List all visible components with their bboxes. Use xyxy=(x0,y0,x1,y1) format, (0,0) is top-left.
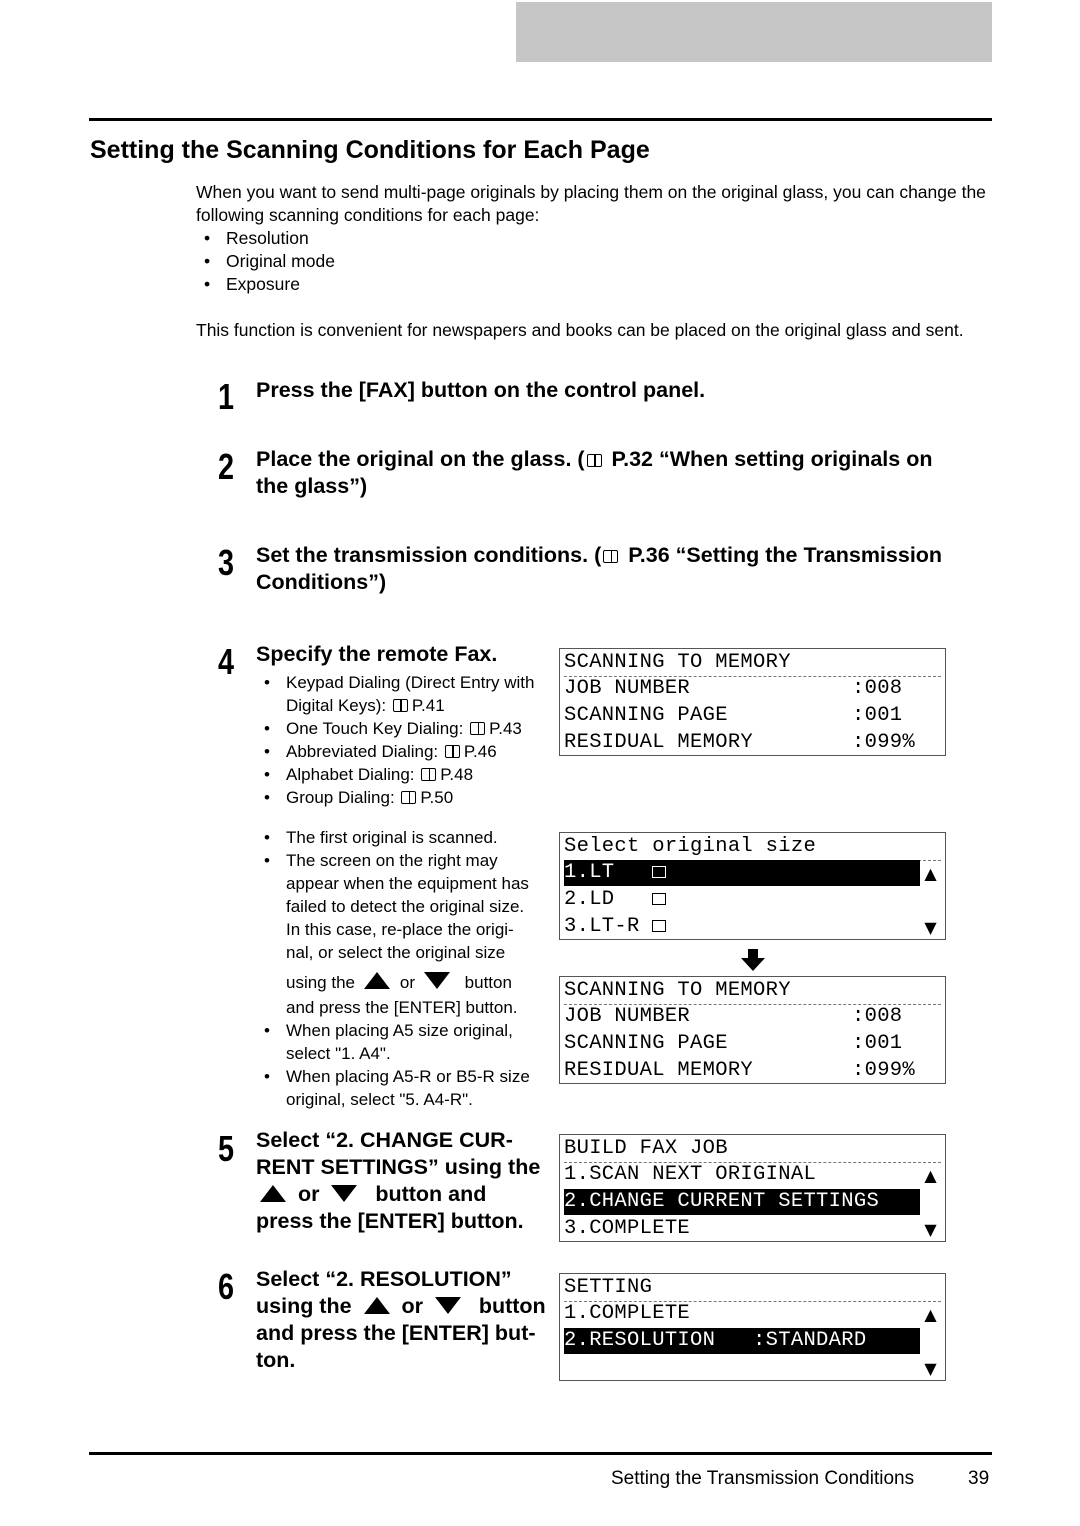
book-ref-icon xyxy=(470,722,485,735)
lcd-row-residual-memory: RESIDUAL MEMORY xyxy=(564,1059,754,1082)
lcd-scanning-to-memory xyxy=(559,976,946,1084)
lcd-row-job-number: JOB NUMBER xyxy=(564,1005,691,1028)
header-tab-bar xyxy=(516,2,992,62)
scroll-down-icon: ▼ xyxy=(924,1220,937,1239)
lcd-title: BUILD FAX JOB xyxy=(564,1137,728,1160)
dial-bullet-2: • One Touch Key Dialing: P.43 xyxy=(264,719,522,738)
scan-note-4: • When placing A5-R or B5-R size original, select "5. A4-R". xyxy=(264,1067,530,1109)
lcd-row-scanning-page: SCANNING PAGE xyxy=(564,704,728,727)
dial-bullet-3: • Abbreviated Dialing: P.46 xyxy=(264,742,497,761)
scan-note-1: • The first original is scanned. xyxy=(264,828,498,847)
step-5-text: Select “2. CHANGE CUR- RENT SETTINGS” using the or button and press the [ENTER] button. xyxy=(256,1128,541,1233)
lcd-option-scan-next-original[interactable]: 1.SCAN NEXT ORIGINAL xyxy=(564,1163,817,1186)
lcd-option-ld[interactable]: 2.LD xyxy=(564,887,666,913)
book-ref-icon xyxy=(401,791,416,804)
footer-section-title: Setting the Transmission Conditions xyxy=(611,1468,915,1489)
lcd-title: Select original size xyxy=(564,835,817,858)
down-arrow-icon xyxy=(331,1185,357,1202)
landscape-page-icon xyxy=(652,920,666,932)
lcd-scanning-to-memory xyxy=(559,648,946,756)
lcd-row-residual-memory: RESIDUAL MEMORY xyxy=(564,731,754,754)
lcd-title: SCANNING TO MEMORY xyxy=(564,979,791,1002)
step-number-1: 1 xyxy=(218,376,235,417)
book-ref-icon xyxy=(445,745,460,758)
intro-bullet-1: • Resolution xyxy=(204,228,309,248)
scan-note-2: • The screen on the right may appear when the equipment has failed to detect the original size. In this case, re-place the origi- nal, or select the original size xyxy=(264,851,529,962)
top-rule xyxy=(89,118,992,121)
book-ref-icon xyxy=(393,699,408,712)
portrait-page-icon xyxy=(652,866,666,878)
lcd-value-job-number: :008 xyxy=(852,1005,903,1028)
scroll-up-icon: ▲ xyxy=(924,1305,937,1324)
scroll-down-icon: ▼ xyxy=(924,1359,937,1378)
up-arrow-icon xyxy=(260,1185,286,1202)
lcd-option-resolution[interactable]: 2.RESOLUTION :STANDARD xyxy=(564,1328,920,1354)
lcd-option-lt-r[interactable]: 3.LT-R xyxy=(564,914,666,940)
lcd-title: SETTING xyxy=(564,1276,653,1299)
step-2-text: Place the original on the glass. ( P.32 “When setting originals on the glass”) xyxy=(256,447,933,498)
intro-bullet-3: • Exposure xyxy=(204,274,300,294)
scan-note-2-last: and press the [ENTER] button. xyxy=(286,998,518,1017)
scroll-up-icon: ▲ xyxy=(924,864,937,883)
lcd-option-lt[interactable]: 1.LT xyxy=(564,860,920,886)
intro-paragraph-1: When you want to send multi-page originals by placing them on the original glass, you can change the following scanning conditions for each page: xyxy=(196,182,986,225)
footer-page-number: 39 xyxy=(968,1468,990,1489)
dial-bullet-5: • Group Dialing: P.50 xyxy=(264,788,454,807)
lcd-value-scanning-page: :001 xyxy=(852,1032,903,1055)
bottom-rule xyxy=(89,1452,992,1455)
lcd-option-complete[interactable]: 3.COMPLETE xyxy=(564,1217,691,1240)
lcd-row-job-number: JOB NUMBER xyxy=(564,677,691,700)
step-number-4: 4 xyxy=(218,641,235,682)
scan-note-3: • When placing A5 size original, select "1. A4". xyxy=(264,1021,513,1063)
step-1-text: Press the [FAX] button on the control panel. xyxy=(256,378,706,402)
dial-bullet-4: • Alphabet Dialing: P.48 xyxy=(264,765,474,784)
step-number-3: 3 xyxy=(218,542,235,583)
lcd-select-original-size xyxy=(559,832,946,940)
flow-down-arrow-icon xyxy=(741,949,765,971)
book-ref-icon xyxy=(603,550,618,563)
lcd-setting xyxy=(559,1273,946,1381)
lcd-row-scanning-page: SCANNING PAGE xyxy=(564,1032,728,1055)
landscape-page-icon xyxy=(652,893,666,905)
up-arrow-icon xyxy=(364,1297,390,1314)
lcd-option-complete[interactable]: 1.COMPLETE xyxy=(564,1302,691,1325)
lcd-value-residual-memory: :099% xyxy=(852,1059,916,1082)
scroll-down-icon: ▼ xyxy=(924,918,937,937)
book-ref-icon xyxy=(587,454,602,467)
lcd-value-scanning-page: :001 xyxy=(852,704,903,727)
step-3-text: Set the transmission conditions. ( P.36 “Setting the Transmission Conditions”) xyxy=(256,543,943,594)
step-number-5: 5 xyxy=(218,1128,235,1169)
lcd-build-fax-job xyxy=(559,1134,946,1242)
book-ref-icon xyxy=(421,768,436,781)
down-arrow-icon xyxy=(424,972,450,989)
page-title: Setting the Scanning Conditions for Each Page xyxy=(90,136,650,164)
intro-paragraph-2: This function is convenient for newspapers and books can be placed on the original glass and sent. xyxy=(196,320,964,340)
scan-note-2-buttons: using the or button xyxy=(286,973,512,992)
up-arrow-icon xyxy=(364,972,390,989)
intro-bullet-2: • Original mode xyxy=(204,251,335,271)
scroll-up-icon: ▲ xyxy=(924,1166,937,1185)
dial-bullet-1: • Keypad Dialing (Direct Entry with Digital Keys): P.41 xyxy=(264,673,535,715)
down-arrow-icon xyxy=(435,1297,461,1314)
step-number-2: 2 xyxy=(218,446,235,487)
step-6-text: Select “2. RESOLUTION” using the or button and press the [ENTER] but- ton. xyxy=(256,1267,546,1372)
lcd-value-job-number: :008 xyxy=(852,677,903,700)
step-4-text: Specify the remote Fax. xyxy=(256,642,498,666)
lcd-option-change-current-settings[interactable]: 2.CHANGE CURRENT SETTINGS xyxy=(564,1189,920,1215)
lcd-value-residual-memory: :099% xyxy=(852,731,916,754)
step-number-6: 6 xyxy=(218,1266,235,1307)
lcd-title: SCANNING TO MEMORY xyxy=(564,651,791,674)
